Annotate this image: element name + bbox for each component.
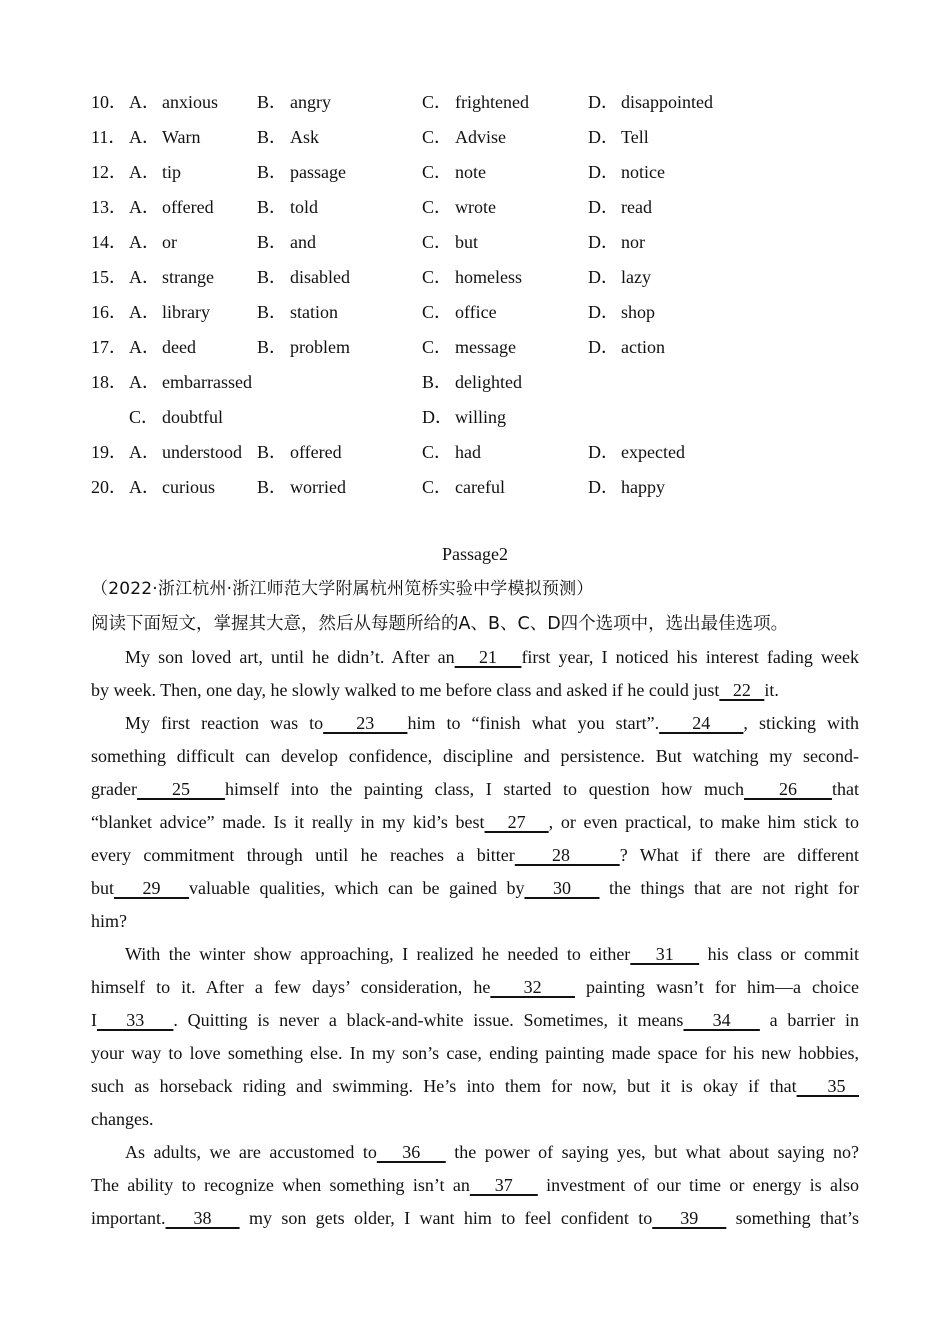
blank-37[interactable]: 37 xyxy=(469,1175,538,1195)
question-number: 13． xyxy=(91,197,127,217)
blank-22[interactable]: 22 xyxy=(719,680,765,700)
option-b[interactable]: B． angry xyxy=(257,92,331,112)
blank-24[interactable]: 24 xyxy=(659,713,744,733)
option-a[interactable]: A． curious xyxy=(129,477,215,497)
option-d[interactable]: D． nor xyxy=(588,232,645,252)
text-line: every commitment through until he reaches a bitter 28 ? What if there are different xyxy=(91,845,859,865)
option-c[interactable]: C． doubtful xyxy=(129,407,223,427)
blank-39[interactable]: 39 xyxy=(652,1208,727,1228)
option-d[interactable]: D． action xyxy=(588,337,665,357)
option-c[interactable]: C． office xyxy=(422,302,497,322)
option-a[interactable]: A． understood xyxy=(129,442,242,462)
option-b[interactable]: B． passage xyxy=(257,162,346,182)
blank-26[interactable]: 26 xyxy=(744,779,832,799)
text-line: changes. xyxy=(91,1109,154,1129)
text-line: himself to it. After a few days’ consideration, he 32 painting wasn’t for him—a choice xyxy=(91,977,860,997)
option-d[interactable]: D． happy xyxy=(588,477,665,497)
option-c[interactable]: C． note xyxy=(422,162,486,182)
option-b[interactable]: B． worried xyxy=(257,477,346,497)
option-d[interactable]: D． shop xyxy=(588,302,656,322)
text-line: such as horseback riding and swimming. He’s into them for now, but it is okay if that 35 xyxy=(91,1076,860,1096)
option-d[interactable]: D． disappointed xyxy=(588,92,713,112)
option-b[interactable]: B． offered xyxy=(257,442,342,462)
option-a[interactable]: A． anxious xyxy=(129,92,218,112)
blank-33[interactable]: 33 xyxy=(97,1010,174,1030)
option-d[interactable]: D． notice xyxy=(588,162,665,182)
passage-source: （2022·浙江杭州·浙江师范大学附属杭州笕桥实验中学模拟预测） xyxy=(91,579,594,599)
blank-27[interactable]: 27 xyxy=(484,812,549,832)
option-b[interactable]: B． problem xyxy=(257,337,350,357)
option-d[interactable]: D． willing xyxy=(422,407,507,427)
option-a[interactable]: A． library xyxy=(129,302,210,322)
text-line: With the winter show approaching, I realized he needed to either 31 his class or commit xyxy=(125,944,860,964)
option-a[interactable]: A． or xyxy=(129,232,177,252)
blank-25[interactable]: 25 xyxy=(136,779,225,799)
text-line: but 29 valuable qualities, which can be gained by 30 the things that are not right for xyxy=(91,878,859,898)
paragraph-1 xyxy=(91,641,859,707)
option-a[interactable]: A． embarrassed xyxy=(129,372,252,392)
option-c[interactable]: C． message xyxy=(422,337,516,357)
text-line: I 33 . Quitting is never a black-and-white issue. Sometimes, it means 34 a barrier in xyxy=(91,1010,860,1030)
option-a[interactable]: A． offered xyxy=(129,197,214,217)
blank-38[interactable]: 38 xyxy=(165,1208,240,1228)
text-line: My first reaction was to 23 him to “finish what you start”. 24 , sticking with xyxy=(125,713,860,733)
blank-31[interactable]: 31 xyxy=(630,944,700,964)
paragraph-2 xyxy=(91,707,859,938)
question-number: 11． xyxy=(91,127,127,147)
option-c[interactable]: C． wrote xyxy=(422,197,496,217)
text-line: grader 25 himself into the painting class, I started to question how much 26 that xyxy=(91,779,859,799)
passage-title: Passage2 xyxy=(442,544,508,564)
blank-32[interactable]: 32 xyxy=(490,977,575,997)
text-line: him? xyxy=(91,911,127,931)
option-a[interactable]: A． strange xyxy=(129,267,214,287)
option-d[interactable]: D． expected xyxy=(588,442,685,462)
blank-29[interactable]: 29 xyxy=(114,878,190,898)
text-line: something difficult can develop confidence, discipline and persistence. But watching my second- xyxy=(91,746,859,766)
blank-35[interactable]: 35 xyxy=(796,1076,860,1096)
option-a[interactable]: A． tip xyxy=(129,162,182,182)
question-number: 16． xyxy=(91,302,127,322)
question-number: 14． xyxy=(91,232,127,252)
question-number: 17． xyxy=(91,337,127,357)
option-a[interactable]: A． deed xyxy=(129,337,196,357)
option-b[interactable]: B． delighted xyxy=(422,372,522,392)
text-line: “blanket advice” made. Is it really in my kid’s best 27 , or even practical, to make him stick to xyxy=(91,812,860,832)
option-c[interactable]: C． homeless xyxy=(422,267,522,287)
paragraph-4 xyxy=(91,1136,859,1235)
option-d[interactable]: D． lazy xyxy=(588,267,651,287)
question-number: 19． xyxy=(91,442,127,462)
option-a[interactable]: A． Warn xyxy=(129,127,201,147)
text-line: your way to love something else. In my son’s case, ending painting made space for his new hobbies, xyxy=(91,1043,859,1063)
option-b[interactable]: B． told xyxy=(257,197,319,217)
option-c[interactable]: C． but xyxy=(422,232,479,252)
option-b[interactable]: B． Ask xyxy=(257,127,320,147)
option-c[interactable]: C． frightened xyxy=(422,92,529,112)
blank-36[interactable]: 36 xyxy=(376,1142,446,1162)
option-d[interactable]: D． Tell xyxy=(588,127,649,147)
text-line: by week. Then, one day, he slowly walked to me before class and asked if he could just 22 it. xyxy=(91,680,779,700)
blank-28[interactable]: 28 xyxy=(514,845,620,865)
option-b[interactable]: B． station xyxy=(257,302,338,322)
blank-34[interactable]: 34 xyxy=(683,1010,760,1030)
paragraph-3 xyxy=(91,938,859,1136)
blank-30[interactable]: 30 xyxy=(524,878,600,898)
option-c[interactable]: C． careful xyxy=(422,477,505,497)
blank-21[interactable]: 21 xyxy=(454,647,522,667)
text-line: My son loved art, until he didn’t. After an 21 first year, I noticed his interest fading week xyxy=(125,647,860,667)
passage-instruction: 阅读下面短文，掌握其大意，然后从每题所给的A、B、C、D四个选项中，选出最佳选项。 xyxy=(91,614,789,634)
option-b[interactable]: B． and xyxy=(257,232,316,252)
blank-23[interactable]: 23 xyxy=(323,713,408,733)
text-line: As adults, we are accustomed to 36 the power of saying yes, but what about saying no? xyxy=(125,1142,859,1162)
text-line: important. 38 my son gets older, I want him to feel confident to 39 something that’s xyxy=(91,1208,860,1228)
question-number: 10． xyxy=(91,92,127,112)
option-c[interactable]: C． Advise xyxy=(422,127,506,147)
option-c[interactable]: C． had xyxy=(422,442,481,462)
option-d[interactable]: D． read xyxy=(588,197,652,217)
question-number: 18． xyxy=(91,372,127,392)
question-number: 20． xyxy=(91,477,127,497)
question-number: 12． xyxy=(91,162,127,182)
text-line: The ability to recognize when something isn’t an 37 investment of our time or energy is also xyxy=(91,1175,859,1195)
option-b[interactable]: B． disabled xyxy=(257,267,350,287)
question-number: 15． xyxy=(91,267,127,287)
